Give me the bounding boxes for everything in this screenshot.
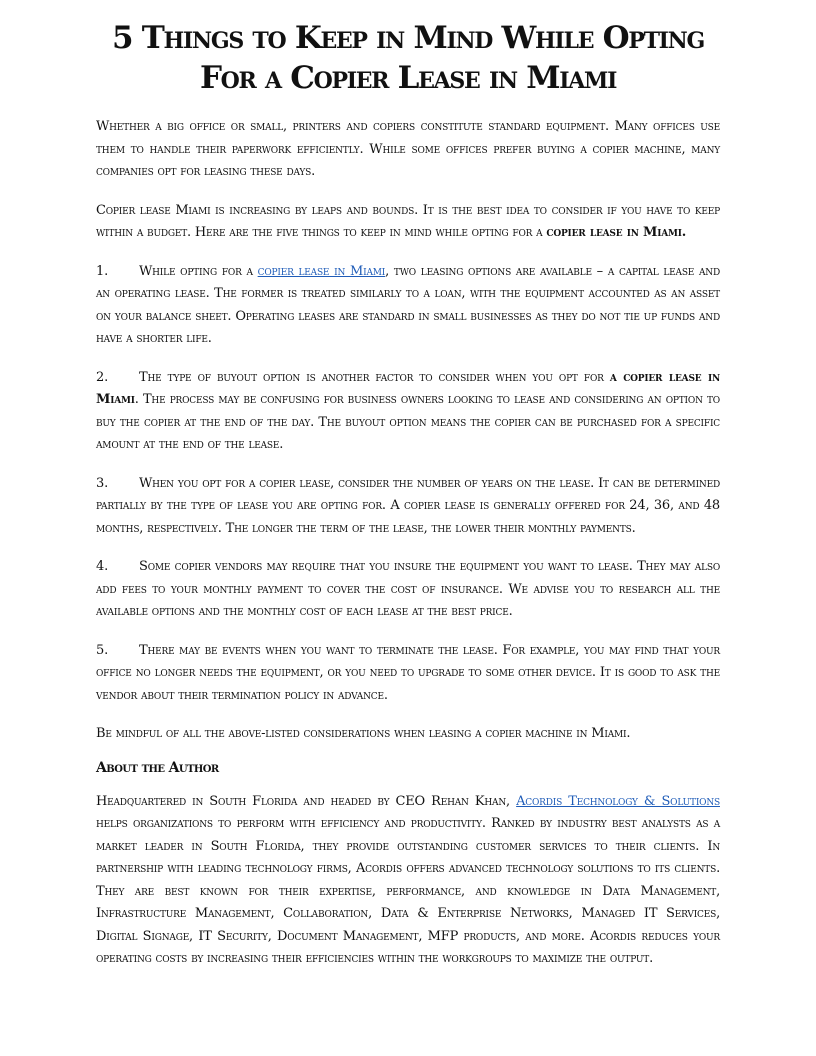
list-item-4	[96, 556, 720, 624]
list-item-3-text: When you opt for a copier lease, consider the number of years on the lease. It can be determined partially by the type of lease you are opting for. A copier lease is generally offered for 24, 36, and 48 months, respectively. The longer the term of the lease, the lower their monthly payments.	[96, 475, 720, 536]
list-item-2	[96, 367, 720, 457]
list-number-3: 3.	[96, 475, 109, 491]
list-item-3	[96, 473, 720, 541]
list-number-1: 1.	[96, 263, 109, 279]
list-number-5: 5.	[96, 642, 109, 658]
list-number-2: 2.	[96, 369, 109, 385]
list-item-2-text-after: . The process may be confusing for business owners looking to lease and considering an option to buy the copier at the end of the day. The buyout option means the copier can be purchased for a specific amount at the end of the lease.	[96, 392, 720, 452]
about-text-after: helps organizations to perform with efficiency and productivity. Ranked by industry best analysts as a market leader in South Florida, they provide outstanding customer services to their clients. In partnership with leading technology firms, Acordis offers advanced technology solutions to its clients. They are best known for their expertise, performance, and knowledge in Data Management, Infrastructure Management, Collaboration, Data & Enterprise Networks, Managed IT Services, Digital Signage, IT Security, Document Management, MFP products, and more. Acordis reduces your operating costs by increasing their efficiencies within the workgroups to maximize the output.	[96, 816, 720, 966]
list-item-2-text-before: The type of buyout option is another factor to consider when you opt for	[139, 369, 610, 385]
intro-paragraph-1: Whether a big office or small, printers and copiers constitute standard equipment. Many offices use them to handle their paperwork efficiently. While some offices prefer buying a copier machine, many companies opt for leasing these days.	[96, 119, 720, 179]
about-text-before: Headquartered in South Florida and headed by CEO Rehan Khan,	[96, 793, 517, 809]
document-page	[96, 18, 720, 987]
list-item-1-text-after: , two leasing options are available – a capital lease and an operating lease. The former is treated similarly to a loan, with the equipment accounted as an asset on your balance sheet. Operating leases are standard in small businesses as they do not tie up funds and have a shorter life.	[96, 263, 720, 346]
conclusion-paragraph: Be mindful of all the above-listed considerations when leasing a copier machine in Miami.	[96, 726, 631, 741]
intro-2-text: Copier lease Miami is increasing by leaps and bounds. It is the best idea to consider if you have to keep within a budget. Here are the five things to keep in mind while opting for a	[96, 202, 720, 240]
acordis-link[interactable]: Acordis Technology & Solutions	[516, 793, 720, 809]
list-item-1-text-before: While opting for a	[139, 263, 258, 279]
list-item-4-text: Some copier vendors may require that you insure the equipment you want to lease. They may also add fees to your monthly payment to cover the cost of insurance. We advise you to research all the available options and the monthly cost of each lease at the best price.	[96, 559, 720, 619]
intro-paragraph-2	[96, 200, 720, 245]
list-item-5	[96, 640, 720, 708]
copier-lease-miami-link[interactable]: copier lease in Miami	[257, 263, 386, 279]
intro-2-bold-phrase: copier lease in Miami.	[546, 225, 687, 240]
list-number-4: 4.	[96, 559, 109, 574]
about-author-paragraph	[96, 791, 720, 971]
list-item-5-text: There may be events when you want to terminate the lease. For example, you may find that your office no longer needs the equipment, or you need to upgrade to some other device. It is good to ask the vendor about their termination policy in advance.	[96, 642, 720, 703]
page-title: 5 Things to Keep in Mind While Opting For a Copier Lease in Miami	[112, 20, 704, 96]
list-item-1	[96, 261, 720, 351]
about-author-heading: About the Author	[96, 759, 219, 776]
list-item-2-bold-phrase: a copier lease in Miami	[96, 369, 720, 407]
